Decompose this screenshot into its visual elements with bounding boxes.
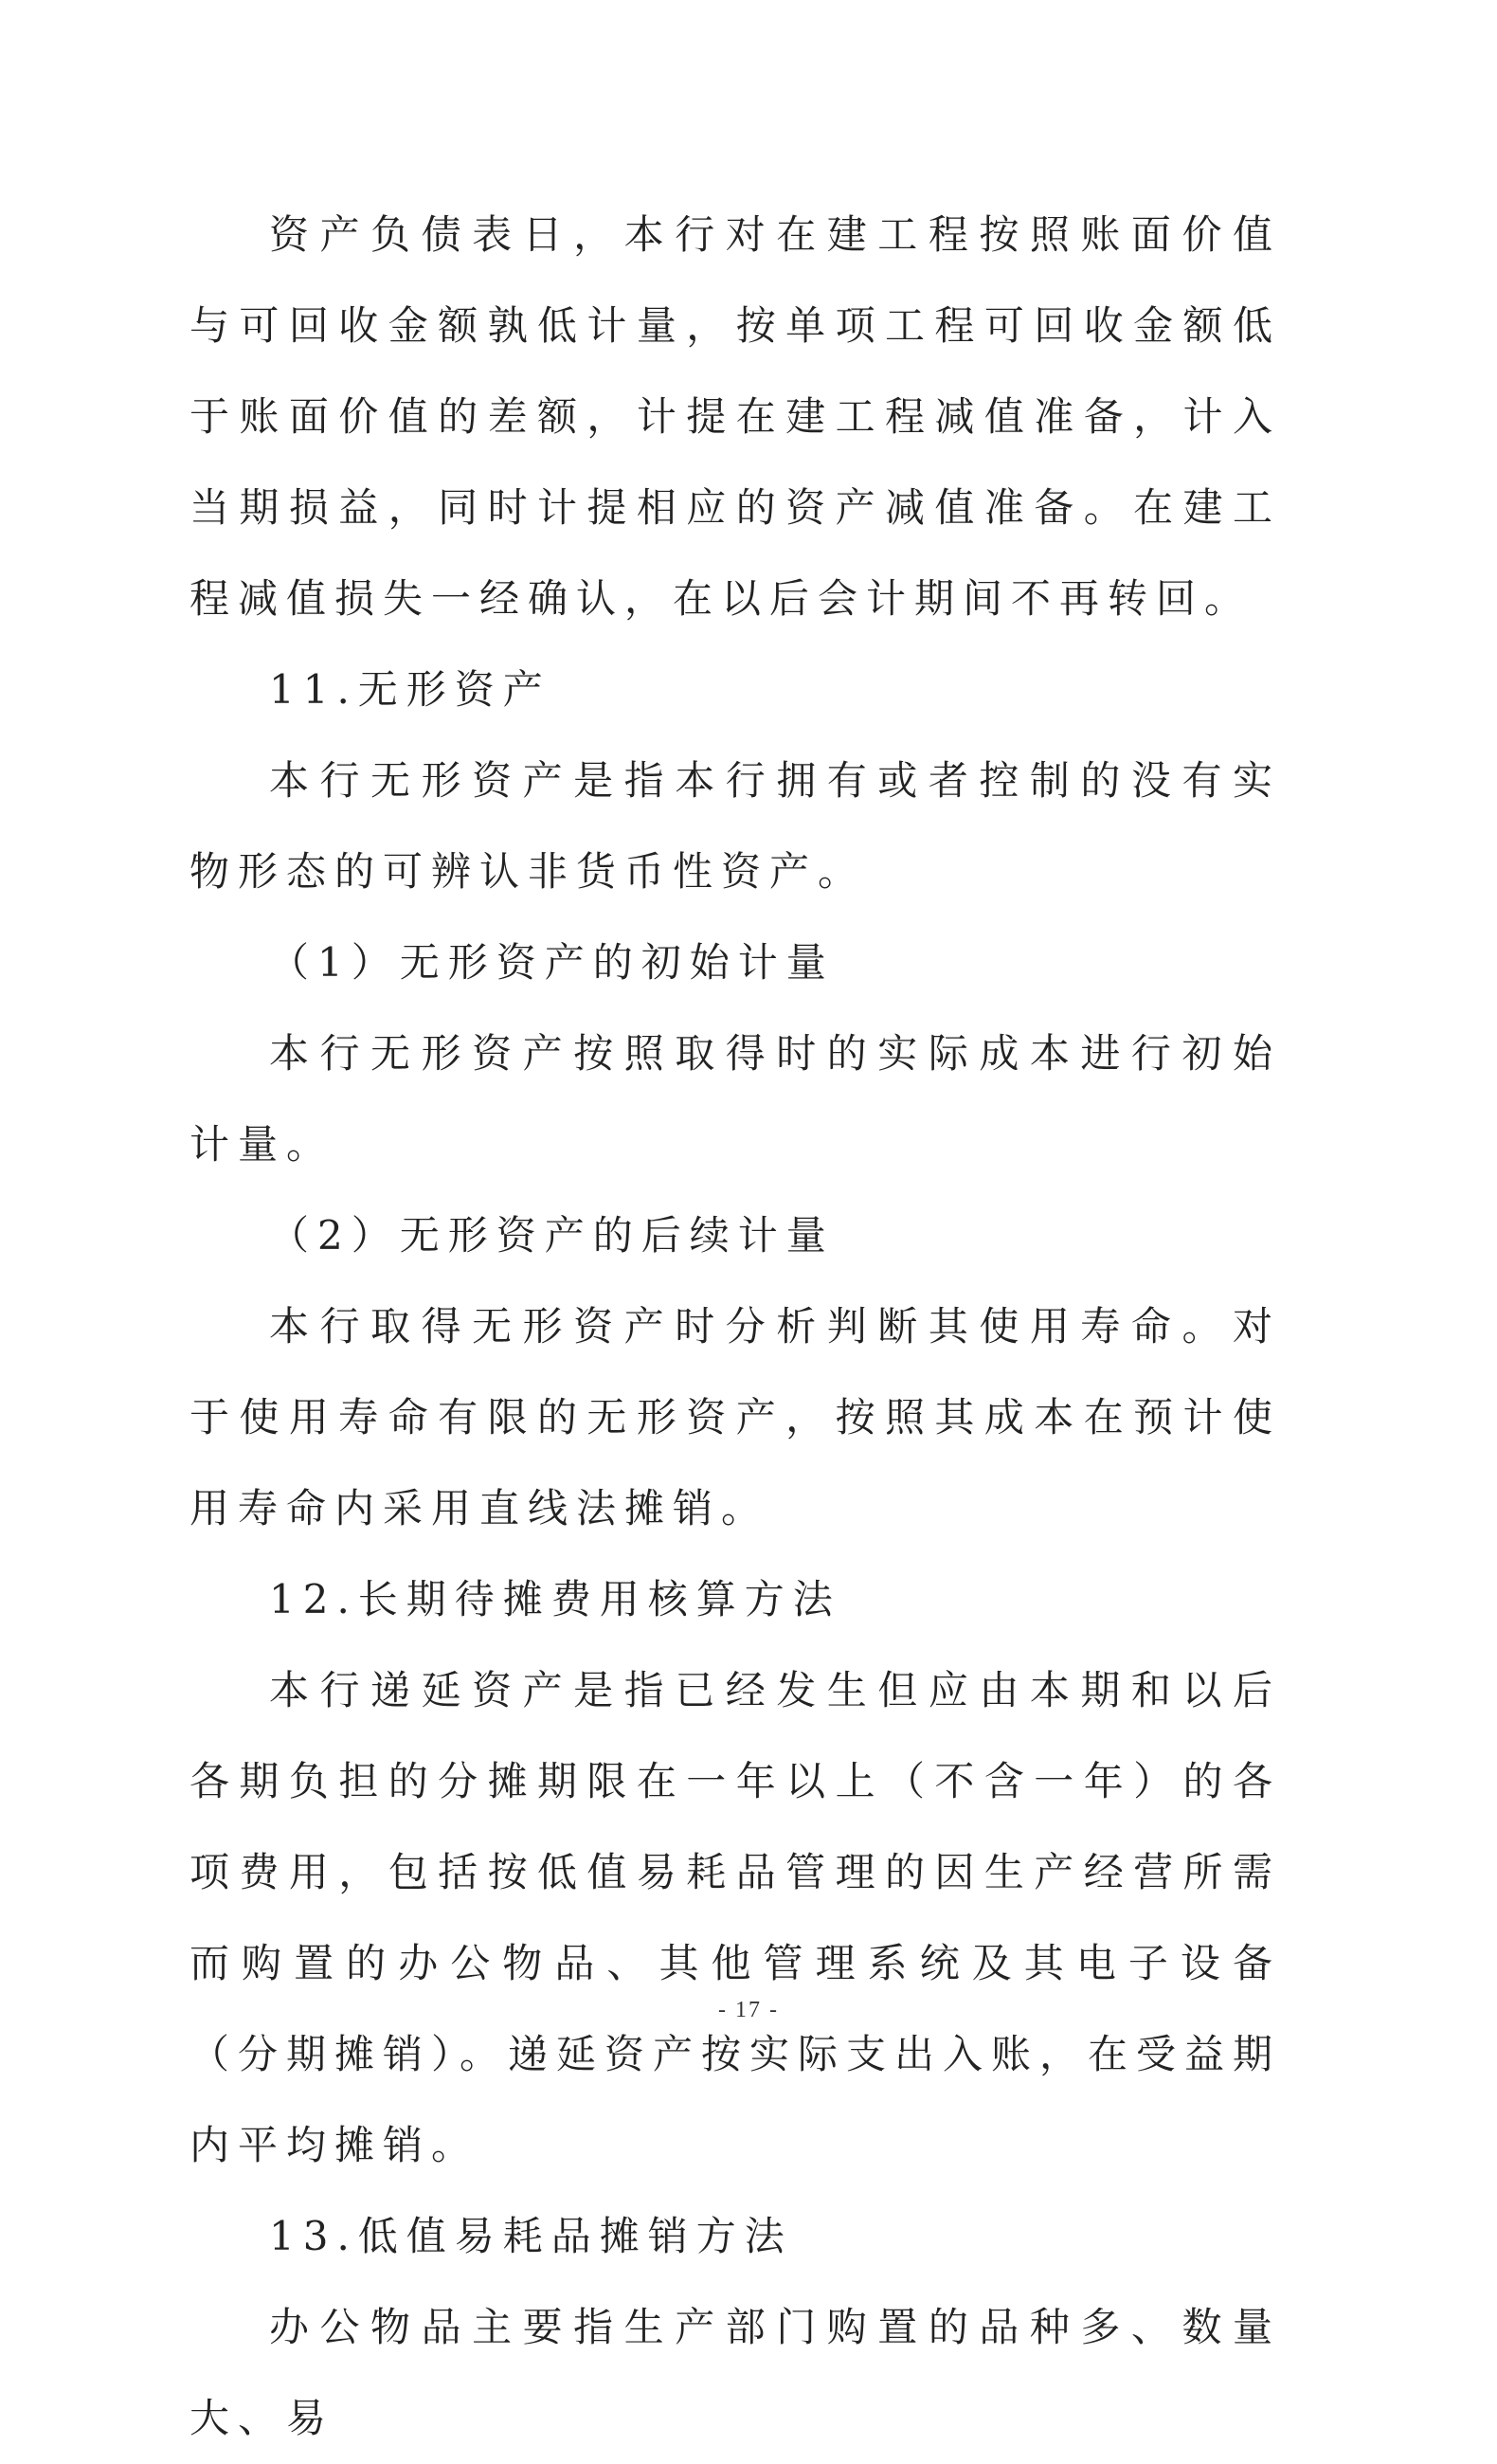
paragraph-initial-measurement: 本行无形资产按照取得时的实际成本进行初始计量。 [189, 1030, 1281, 1168]
heading-intangible-assets: 11.无形资产 [269, 666, 551, 713]
subheading-subsequent-measurement: （2）无形资产的后续计量 [269, 1212, 835, 1259]
paragraph-subsequent-measurement: 本行取得无形资产时分析判断其使用寿命。对于使用寿命有限的无形资产，按照其成本在预计使用寿命内采用直线法摊销。 [189, 1303, 1281, 1531]
heading-long-term-prepaid: 12.长期待摊费用核算方法 [269, 1576, 841, 1622]
paragraph-deferred-assets: 本行递延资产是指已经发生但应由本期和以后各期负担的分摊期限在一年以上（不含一年）的各项费用，包括按低值易耗品管理的因生产经营所需而购置的办公物品、其他管理系统及其电子设备（分期摊销）。递延资产按实际支出入账，在受益期内平均摊销。 [189, 1667, 1282, 2168]
paragraph-office-supplies: 办公物品主要指生产部门购置的品种多、数量大、易 [189, 2304, 1281, 2441]
subheading-initial-measurement: （1）无形资产的初始计量 [269, 939, 835, 986]
heading-low-value-consumables: 13.低值易耗品摊销方法 [269, 2213, 793, 2259]
page-number: - 17 - [718, 1998, 779, 2022]
body-text [189, 190, 1281, 2464]
paragraph-intangible-definition: 本行无形资产是指本行拥有或者控制的没有实物形态的可辨认非货币性资产。 [189, 757, 1281, 895]
paragraph-construction-impairment: 资产负债表日，本行对在建工程按照账面价值与可回收金额孰低计量，按单项工程可回收金额低于账面价值的差额，计提在建工程减值准备，计入当期损益，同时计提相应的资产减值准备。在建工程减值损失一经确认，在以后会计期间不再转回。 [189, 211, 1281, 622]
